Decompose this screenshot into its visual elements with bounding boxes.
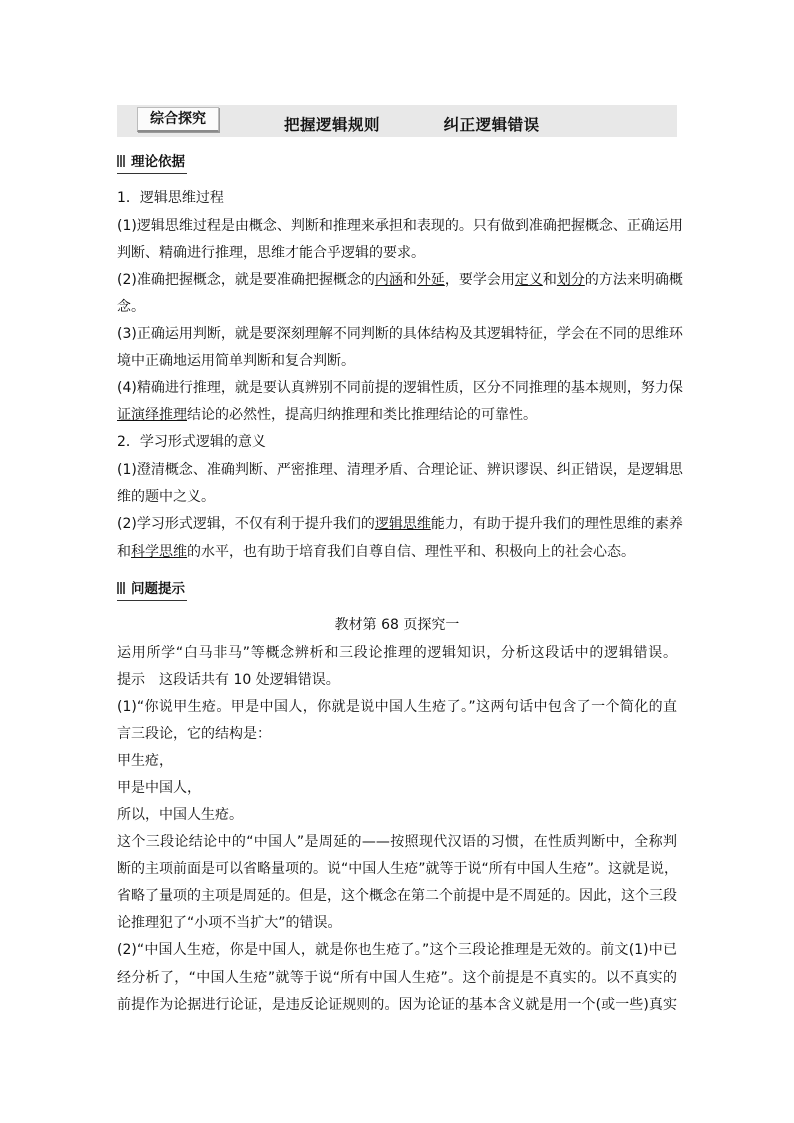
hint-text: 提示 这段话共有 10 处逻辑错误。 [117, 672, 340, 688]
paragraph-line: 论推理犯了“小项不当扩大”的错误。 [117, 915, 342, 931]
underlined-term: 内涵 [374, 272, 403, 288]
paragraph-line: 证演绎推理结论的必然性，提高归纳推理和类比推理结论的可靠性。 [117, 407, 537, 423]
section-heading-theory: 理论依据 [117, 153, 187, 174]
underlined-term: 定义 [514, 272, 543, 288]
question-text: 运用所学“白马非马”等概念辨析和三段论推理的逻辑知识，分析这段话中的逻辑错误。 [117, 645, 677, 661]
subsection-title: 教材第 68 页探究一 [334, 617, 460, 633]
paragraph-line: (2)准确把握概念，就是要准确把握概念的内涵和外延，要学会用定义和划分的方法来明确概 [117, 272, 683, 288]
paragraph-line: 维的题中之义。 [117, 489, 215, 505]
underlined-term: 证演绎推理 [117, 407, 187, 423]
item-title: 1．逻辑思维过程 [117, 190, 224, 206]
paragraph-line: (4)精确进行推理，就是要认真辨别不同前提的逻辑性质，区分不同推理的基本规则，努力保 [117, 380, 683, 396]
paragraph-line: (1)逻辑思维过程是由概念、判断和推理来承担和表现的。只有做到准确把握概念、正确运用 [117, 218, 683, 234]
header-tab-label: 综合探究 [137, 107, 219, 132]
paragraph-line: 境中正确地运用简单判断和复合判断。 [117, 353, 355, 369]
syllogism-line: 甲是中国人， [117, 780, 201, 796]
paragraph-line: 判断、精确进行推理，思维才能合乎逻辑的要求。 [117, 245, 425, 261]
paragraph-line: (2)“中国人生疮，你是中国人，就是你也生疮了。”这个三段论推理是无效的。前文(1)中已 [117, 942, 677, 958]
paragraph-line: 省略了量项的主项是周延的。但是，这个概念在第二个前提中是不周延的。因此，这个三段 [117, 888, 677, 904]
underlined-term: 逻辑思维 [374, 516, 431, 532]
paragraph-line: (2)学习形式逻辑，不仅有利于提升我们的逻辑思维能力，有助于提升我们的理性思维的素养 [117, 516, 683, 532]
section-marker-icon [117, 155, 126, 167]
underlined-term: 科学思维 [131, 544, 187, 560]
paragraph-line: 言三段论，它的结构是： [117, 726, 271, 742]
syllogism-line: 甲生疮， [117, 753, 173, 769]
section-marker-icon [117, 582, 126, 594]
paragraph-line: 经分析了，“中国人生疮”就等于说“所有中国人生疮”。这个前提是不真实的。以不真实的 [117, 970, 677, 986]
paragraph-line: (3)正确运用判断，就是要深刻理解不同判断的具体结构及其逻辑特征，学会在不同的思维环 [117, 326, 683, 342]
underlined-term: 划分 [556, 272, 585, 288]
item-title: 2．学习形式逻辑的意义 [117, 434, 266, 450]
paragraph-line: 念。 [117, 299, 145, 315]
paragraph-line: (1)澄清概念、准确判断、严密推理、清理矛盾、合理论证、辨识谬误、纠正错误，是逻辑思 [117, 462, 683, 478]
paragraph-line: 断的主项前面是可以省略量项的。说“中国人生疮”就等于说“所有中国人生疮”。这就是说， [117, 861, 679, 877]
section-heading-hints: 问题提示 [117, 580, 187, 601]
paragraph-line: 和科学思维的水平，也有助于培育我们自尊自信、理性平和、积极向上的社会心态。 [117, 544, 635, 560]
page-title: 把握逻辑规则 纠正逻辑错误 [284, 116, 540, 134]
paragraph-line: 这个三段论结论中的“中国人”是周延的——按照现代汉语的习惯，在性质判断中，全称判 [117, 834, 677, 850]
paragraph-line: (1)“你说甲生疮。甲是中国人，你就是说中国人生疮了。”这两句话中包含了一个简化的直 [117, 699, 677, 715]
paragraph-line: 前提作为论据进行论证，是违反论证规则的。因为论证的基本含义就是用一个(或一些)真实 [117, 997, 677, 1013]
syllogism-line: 所以，中国人生疮。 [117, 807, 243, 823]
underlined-term: 外延 [416, 272, 445, 288]
